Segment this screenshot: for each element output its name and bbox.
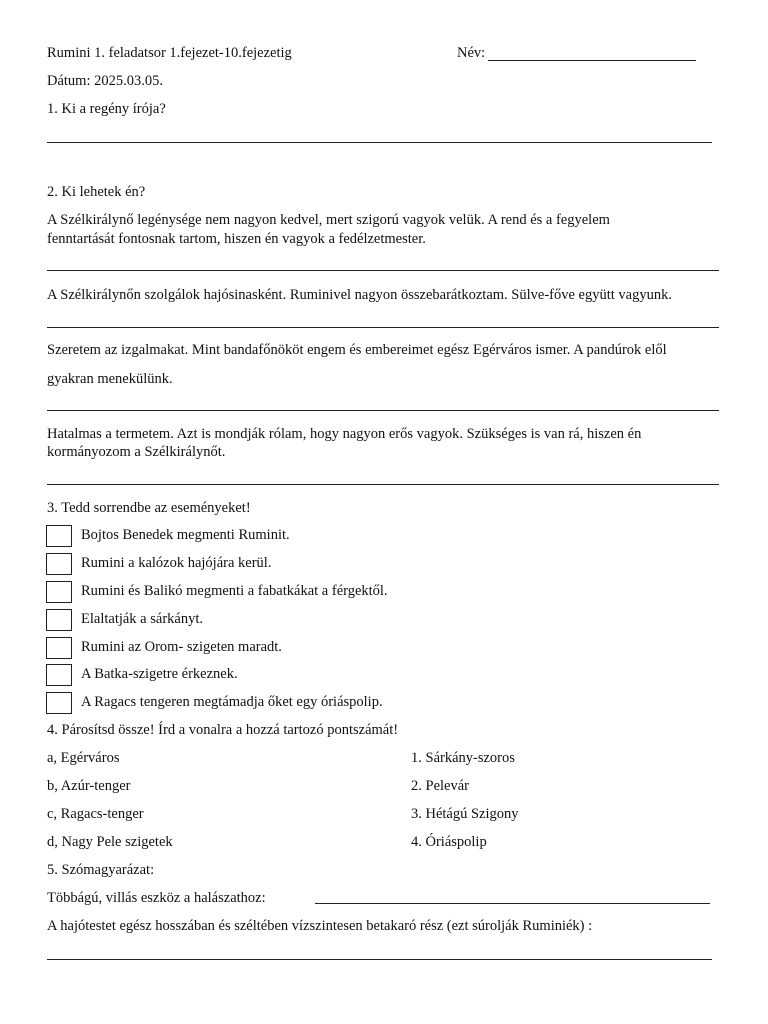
match-right-1: 1. Sárkány-szoros bbox=[411, 750, 515, 766]
order-box-6[interactable] bbox=[46, 664, 72, 686]
match-right-3: 3. Hétágú Szigony bbox=[411, 806, 519, 822]
event-2: Rumini a kalózok hajójára kerül. bbox=[81, 555, 272, 571]
order-box-5[interactable] bbox=[46, 637, 72, 659]
riddle-2-line-1: A Szélkirálynőn szolgálok hajósinasként. Ruminivel nagyon összebarátkoztam. Sülve-főve együtt vagyunk. bbox=[47, 287, 672, 303]
answer-line-definition-2[interactable] bbox=[47, 959, 712, 960]
order-box-3[interactable] bbox=[46, 581, 72, 603]
match-left-d: d, Nagy Pele szigetek bbox=[47, 834, 173, 850]
match-right-4: 4. Óriáspolip bbox=[411, 834, 487, 850]
riddle-3-line-2: gyakran menekülünk. bbox=[47, 371, 173, 387]
name-label: Név: bbox=[457, 45, 486, 61]
answer-line-riddle-3[interactable] bbox=[47, 410, 719, 411]
riddle-4-line-2: kormányozom a Szélkirálynőt. bbox=[47, 444, 226, 460]
answer-line-q1[interactable] bbox=[47, 142, 712, 143]
date-text: Dátum: 2025.03.05. bbox=[47, 73, 163, 89]
riddle-1-line-1: A Szélkirálynő legénysége nem nagyon kedvel, mert szigorú vagyok velük. A rend és a fegyelem bbox=[47, 212, 610, 228]
match-left-b: b, Azúr-tenger bbox=[47, 778, 131, 794]
definition-1: Többágú, villás eszköz a halászathoz: bbox=[47, 890, 266, 906]
answer-line-riddle-2[interactable] bbox=[47, 327, 719, 328]
question-1: 1. Ki a regény írója? bbox=[47, 101, 166, 117]
definition-2: A hajótestet egész hosszában és széltében vízszintesen betakaró rész (ezt súrolják Ruminiék) : bbox=[47, 918, 593, 934]
question-3: 3. Tedd sorrendbe az eseményeket! bbox=[47, 500, 251, 516]
match-left-a: a, Egérváros bbox=[47, 750, 120, 766]
event-3: Rumini és Balikó megmenti a fabatkákat a férgektől. bbox=[81, 583, 388, 599]
event-4: Elaltatják a sárkányt. bbox=[81, 611, 203, 627]
event-7: A Ragacs tengeren megtámadja őket egy óriáspolip. bbox=[81, 694, 383, 710]
riddle-4-line-1: Hatalmas a termetem. Azt is mondják rólam, hogy nagyon erős vagyok. Szükséges is van rá, hiszen én bbox=[47, 426, 642, 442]
answer-line-riddle-1[interactable] bbox=[47, 270, 719, 271]
question-2: 2. Ki lehetek én? bbox=[47, 184, 146, 200]
order-box-7[interactable] bbox=[46, 692, 72, 714]
name-answer-line[interactable] bbox=[488, 60, 696, 61]
question-4: 4. Párosítsd össze! Írd a vonalra a hozzá tartozó pontszámát! bbox=[47, 722, 399, 738]
match-right-2: 2. Pelevár bbox=[411, 778, 469, 794]
riddle-3-line-1: Szeretem az izgalmakat. Mint bandafőnököt engem és embereimet egész Egérváros ismer. A pandúrok elől bbox=[47, 342, 667, 358]
order-box-4[interactable] bbox=[46, 609, 72, 631]
event-5: Rumini az Orom- szigeten maradt. bbox=[81, 639, 282, 655]
question-5: 5. Szómagyarázat: bbox=[47, 862, 155, 878]
event-6: A Batka-szigetre érkeznek. bbox=[81, 666, 238, 682]
order-box-2[interactable] bbox=[46, 553, 72, 575]
order-box-1[interactable] bbox=[46, 525, 72, 547]
event-1: Bojtos Benedek megmenti Ruminit. bbox=[81, 527, 290, 543]
worksheet-title: Rumini 1. feladatsor 1.fejezet-10.fejezetig bbox=[47, 45, 292, 61]
answer-line-riddle-4[interactable] bbox=[47, 484, 719, 485]
answer-line-definition-1[interactable] bbox=[315, 903, 710, 904]
riddle-1-line-2: fenntartását fontosnak tartom, hiszen én vagyok a fedélzetmester. bbox=[47, 231, 426, 247]
match-left-c: c, Ragacs-tenger bbox=[47, 806, 144, 822]
